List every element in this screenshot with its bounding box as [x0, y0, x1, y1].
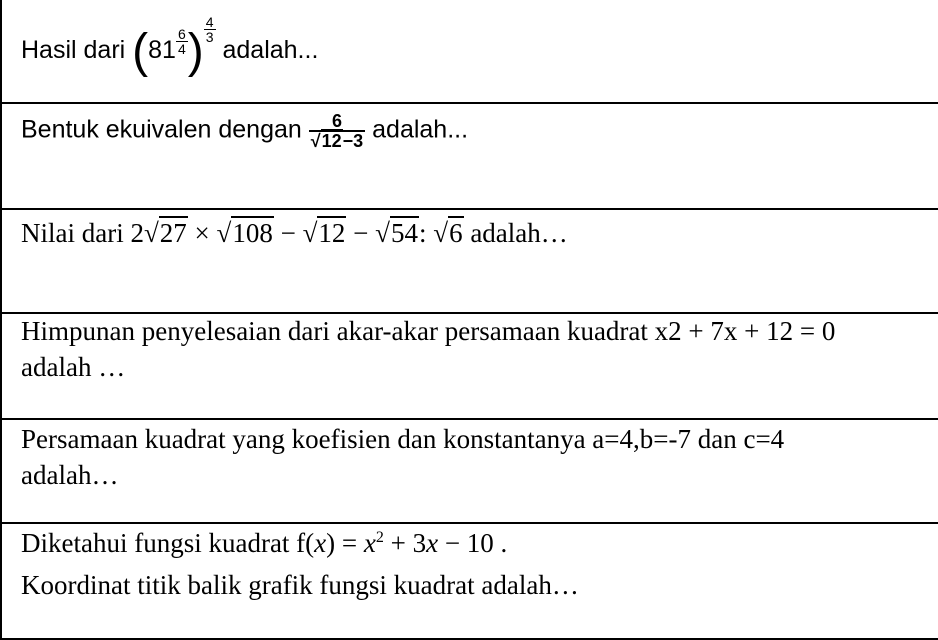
sqrt-symbol: √ — [433, 218, 449, 248]
variable-x: x — [363, 528, 376, 558]
question-row-1 — [2, 0, 938, 104]
question-1-base: 81 — [148, 36, 176, 65]
fraction-den-radicand: 12 — [321, 131, 342, 151]
question-1-suffix: adalah... — [222, 36, 319, 65]
inner-exponent-den: 4 — [177, 41, 186, 57]
question-6-prefix: Diketahui fungsi kuadrat f( — [21, 528, 315, 558]
radicand-3: 12 — [318, 218, 346, 248]
radicand-5: 6 — [449, 218, 463, 248]
question-6-rest: + 3 — [383, 528, 427, 558]
variable-x: x — [426, 528, 439, 558]
sqrt-symbol: √ — [216, 218, 232, 248]
sqrt-symbol: √ — [143, 218, 159, 248]
question-4-line-1: Himpunan penyelesaian dari akar-akar persamaan kuadrat x2 + 7x + 12 = 0 — [21, 316, 836, 346]
exponent: 2 — [375, 529, 384, 546]
fraction-denominator — [309, 132, 365, 150]
question-row-2 — [2, 104, 938, 210]
operator-1: × — [187, 218, 217, 248]
sqrt-symbol: √ — [310, 131, 321, 151]
fraction-numerator: 6 — [309, 112, 365, 132]
question-3-text — [21, 218, 568, 249]
question-row-6 — [2, 524, 938, 640]
question-6-end: − 10 . — [438, 528, 508, 558]
radicand-2: 108 — [232, 218, 273, 248]
question-2-suffix: adalah... — [372, 115, 469, 144]
question-row-3 — [2, 210, 938, 314]
radicand-1: 27 — [159, 218, 187, 248]
radicand-4: 54 — [390, 218, 418, 248]
inner-exponent-num: 6 — [177, 26, 186, 42]
variable-x: x — [314, 528, 327, 558]
question-5-line-2: adalah… — [21, 460, 119, 490]
operator-4: : — [418, 218, 434, 248]
outer-exponent-fraction — [204, 15, 216, 44]
outer-exponent-den: 3 — [205, 29, 214, 45]
question-2-text — [21, 112, 468, 150]
question-6-mid: ) = — [326, 528, 364, 558]
question-5-line-1: Persamaan kuadrat yang koefisien dan konstantanya a=4,b=-7 dan c=4 — [21, 424, 785, 454]
question-2-fraction — [309, 112, 365, 150]
question-1-prefix: Hasil dari — [21, 36, 126, 65]
question-2-prefix: Bentuk ekuivalen dengan — [21, 115, 302, 144]
question-3-suffix: adalah… — [463, 218, 568, 248]
sqrt-symbol: √ — [375, 218, 390, 248]
question-3-prefix: Nilai dari 2 — [21, 218, 144, 248]
question-6-line-2: Koordinat titik balik grafik fungsi kuadrat adalah… — [21, 570, 579, 600]
inner-exponent-fraction — [176, 27, 188, 56]
question-6-line-1 — [21, 528, 507, 559]
question-4-line-2: adalah … — [21, 352, 126, 382]
open-paren: ( — [132, 25, 149, 78]
fraction-den-rest: −3 — [342, 131, 364, 151]
operator-3: − — [346, 218, 376, 248]
question-row-5 — [2, 420, 938, 524]
outer-exponent-num: 4 — [205, 14, 214, 30]
question-1-text — [21, 14, 319, 79]
question-row-4 — [2, 314, 938, 420]
close-paren: ) — [187, 25, 204, 78]
operator-2: − — [273, 218, 303, 248]
sqrt-symbol: √ — [302, 218, 318, 248]
